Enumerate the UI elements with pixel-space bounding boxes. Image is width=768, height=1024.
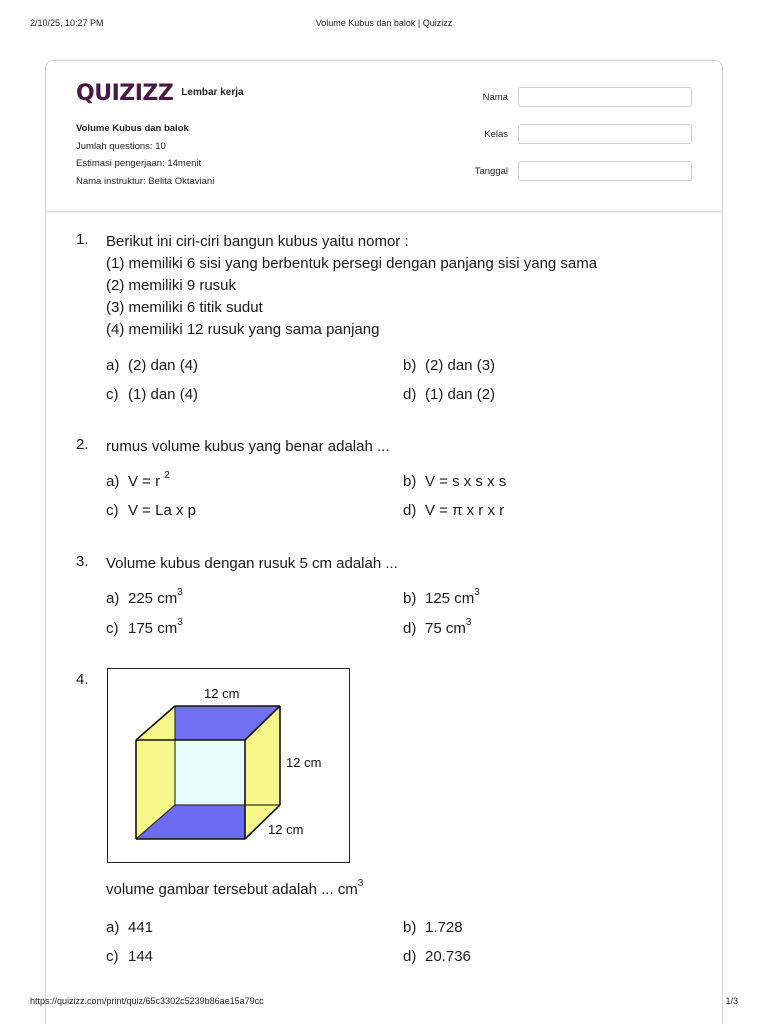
- option-text: (2) dan (3): [425, 357, 496, 374]
- option-label: d): [403, 386, 417, 403]
- instructor-name: Nama instruktur: Belita Oktaviani: [76, 175, 215, 187]
- option-superscript: 3: [474, 587, 480, 598]
- option-a: [106, 587, 183, 607]
- question-number: 3.: [76, 553, 89, 570]
- option-superscript: 3: [177, 617, 183, 628]
- option-label: b): [403, 473, 417, 490]
- cube-front-face: [175, 740, 245, 805]
- option-c: [106, 502, 196, 519]
- option-text: 144: [128, 948, 154, 965]
- worksheet-header: [46, 61, 722, 212]
- question-number: 1.: [76, 231, 89, 248]
- print-url: https://quizizz.com/print/quiz/65c3302c5239b86ae15a79cc: [30, 996, 264, 1006]
- print-datetime: 2/10/25, 10:27 PM: [30, 18, 104, 28]
- option-a: [106, 919, 153, 936]
- option-text: 225 cm: [128, 590, 178, 607]
- name-field-row: [448, 87, 692, 107]
- option-b: [403, 473, 506, 490]
- question-number: 2.: [76, 436, 89, 453]
- option-b: [403, 587, 480, 607]
- option-label: a): [106, 473, 120, 490]
- question-number: 4.: [76, 671, 89, 688]
- name-label: Nama: [482, 91, 508, 103]
- option-label: d): [403, 502, 417, 519]
- option-text: V = π x r x r: [425, 502, 505, 519]
- option-d: [403, 502, 504, 519]
- option-text: V = r: [128, 473, 165, 490]
- question-line: (4) memiliki 12 rusuk yang sama panjang: [106, 321, 380, 338]
- option-text: 125 cm: [425, 590, 475, 607]
- question-text: [106, 231, 676, 341]
- class-field-row: [448, 124, 692, 144]
- option-superscript: 3: [465, 617, 472, 628]
- option-c: [106, 386, 198, 403]
- option-label: a): [106, 590, 120, 607]
- option-a: [106, 470, 170, 490]
- date-field-row: [448, 161, 692, 181]
- option-text: (1) dan (2): [425, 386, 496, 403]
- question-text: Volume kubus dengan rusuk 5 cm adalah ...: [106, 555, 398, 572]
- name-input[interactable]: [518, 87, 692, 107]
- worksheet-label: Lembar kerja: [181, 87, 244, 98]
- question-line: Berikut ini ciri-ciri bangun kubus yaitu nomor :: [106, 233, 409, 250]
- option-text: 1.728: [425, 919, 463, 936]
- question-line: (2) memiliki 9 rusuk: [106, 277, 237, 294]
- logo-row: [76, 81, 244, 106]
- print-page-number: 1/3: [725, 996, 738, 1006]
- option-label: c): [106, 620, 119, 637]
- option-d: [403, 617, 472, 637]
- option-a: [106, 357, 198, 374]
- cube-label-right: 12 cm: [286, 755, 322, 770]
- quiz-meta: [76, 120, 214, 190]
- question-text: volume gambar tersebut adalah ... cm: [106, 881, 358, 898]
- class-input[interactable]: [518, 124, 692, 144]
- cube-label-top: 12 cm: [204, 686, 240, 701]
- option-text: (2) dan (4): [128, 357, 199, 374]
- quizizz-logo: QUIZIZZ: [76, 81, 174, 106]
- question-text: rumus volume kubus yang benar adalah ...: [106, 438, 390, 455]
- option-label: b): [403, 919, 417, 936]
- option-text: V = La x p: [128, 502, 196, 519]
- option-text: 20.736: [425, 948, 471, 965]
- option-d: [403, 386, 495, 403]
- cube-label-bottom: 12 cm: [268, 822, 304, 837]
- cube-figure: [107, 668, 350, 863]
- question-line: (1) memiliki 6 sisi yang berbentuk persegi dengan panjang sisi yang sama: [106, 255, 598, 272]
- option-superscript: 3: [177, 587, 183, 598]
- question-line: (3) memiliki 6 titik sudut: [106, 299, 263, 316]
- option-c: [106, 617, 183, 637]
- option-b: [403, 357, 495, 374]
- option-label: c): [106, 948, 119, 965]
- option-text: 75 cm: [425, 620, 466, 637]
- class-label: Kelas: [484, 128, 508, 140]
- option-c: [106, 948, 153, 965]
- option-label: c): [106, 386, 119, 403]
- question-4-text: [106, 878, 364, 898]
- option-label: c): [106, 502, 119, 519]
- quiz-title: Volume Kubus dan balok: [76, 123, 189, 134]
- question-superscript: 3: [357, 878, 364, 889]
- option-label: b): [403, 357, 417, 374]
- option-label: d): [403, 620, 417, 637]
- option-label: a): [106, 357, 120, 374]
- questions-count: Jumlah questions: 10: [76, 140, 166, 152]
- option-text: 175 cm: [128, 620, 178, 637]
- option-d: [403, 948, 471, 965]
- date-input[interactable]: [518, 161, 692, 181]
- option-label: d): [403, 948, 417, 965]
- option-text: (1) dan (4): [128, 386, 199, 403]
- option-superscript: 2: [164, 470, 170, 481]
- date-label: Tanggal: [474, 165, 508, 177]
- option-label: a): [106, 919, 120, 936]
- worksheet-card: [45, 60, 723, 1024]
- time-estimate: Estimasi pengerjaan: 14menit: [76, 158, 202, 169]
- print-page-title: Volume Kubus dan balok | Quizizz: [315, 18, 453, 28]
- option-text: V = s x s x s: [425, 473, 507, 490]
- cube-illustration: [108, 669, 349, 862]
- option-b: [403, 919, 463, 936]
- option-text: 441: [128, 919, 154, 936]
- option-label: b): [403, 590, 417, 607]
